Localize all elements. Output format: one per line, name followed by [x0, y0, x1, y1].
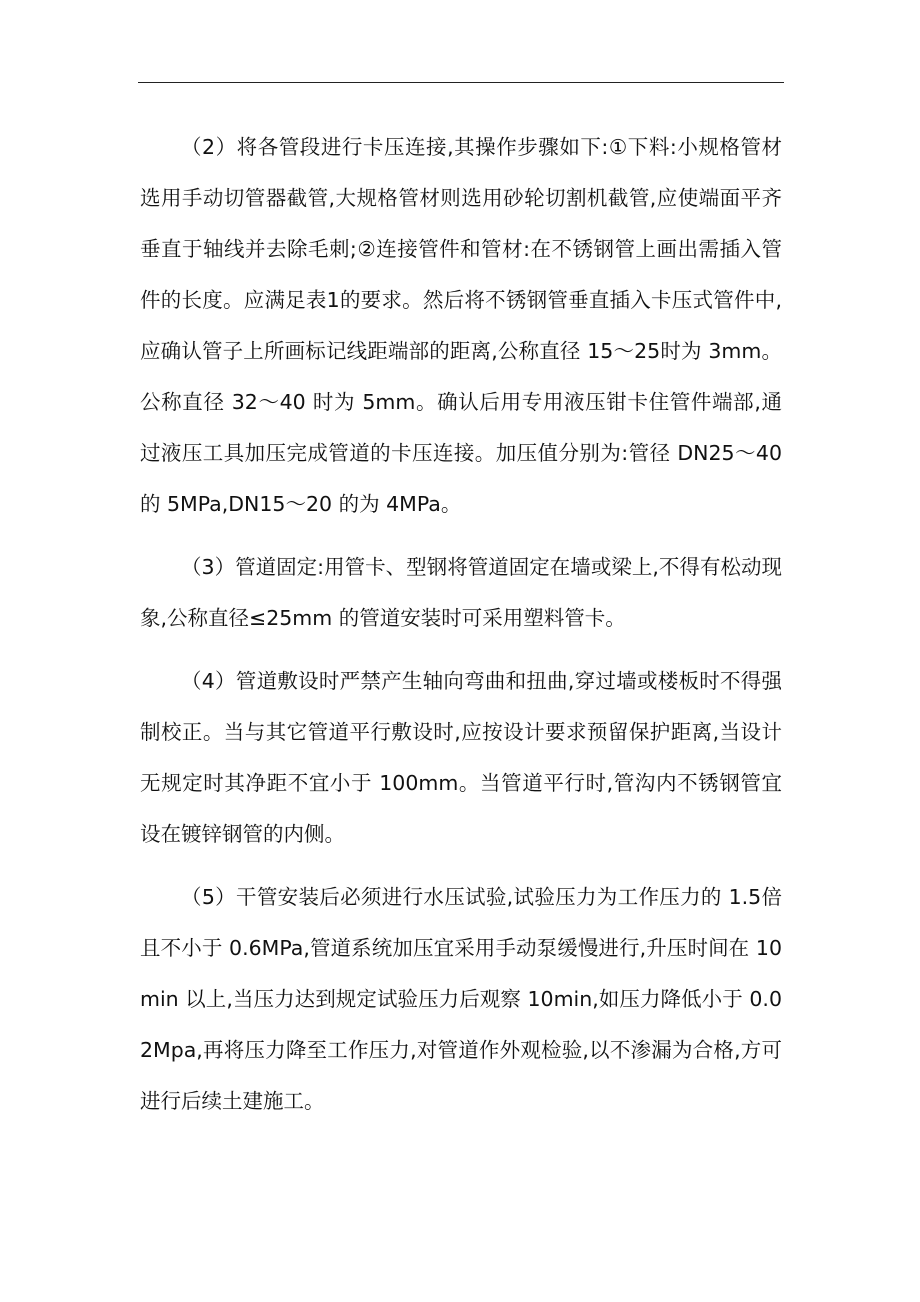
header-rule: [138, 82, 784, 83]
paragraph-step-2: （2）将各管段进行卡压连接,其操作步骤如下:①下料:小规格管材选用手动切管器截管,大规格管材则选用砂轮切割机截管,应使端面平齐垂直于轴线并去除毛刺;②连接管件和管材:在不锈钢管上画出需插入管件的长度。应满足表1的要求。然后将不锈钢管垂直插入卡压式管件中,应确认管子上所画标记线距端部的距离,公称直径 15～25时为 3mm。公称直径 32～40 时为 5mm。确认后用专用液压钳卡住管件端部,通过液压工具加压完成管道的卡压连接。加压值分别为:管径 DN25～40 的 5MPa,DN15～20 的为 4MPa。: [140, 135, 782, 516]
paragraph-step-3: （3）管道固定:用管卡、型钢将管道固定在墙或梁上,不得有松动现象,公称直径≤25mm 的管道安装时可采用塑料管卡。: [140, 555, 782, 630]
document-body: [140, 122, 782, 1139]
paragraph-step-5: （5）干管安装后必须进行水压试验,试验压力为工作压力的 1.5倍且不小于 0.6MPa,管道系统加压宜采用手动泵缓慢进行,升压时间在 10min 以上,当压力达到规定试验压力后观察 10min,如压力降低小于 0.02Mpa,再将压力降至工作压力,对管道作外观检验,以不渗漏为合格,方可进行后续土建施工。: [140, 885, 782, 1113]
paragraph-step-4: （4）管道敷设时严禁产生轴向弯曲和扭曲,穿过墙或楼板时不得强制校正。当与其它管道平行敷设时,应按设计要求预留保护距离,当设计无规定时其净距不宜小于 100mm。当管道平行时,管沟内不锈钢管宜设在镀锌钢管的内侧。: [140, 669, 782, 846]
